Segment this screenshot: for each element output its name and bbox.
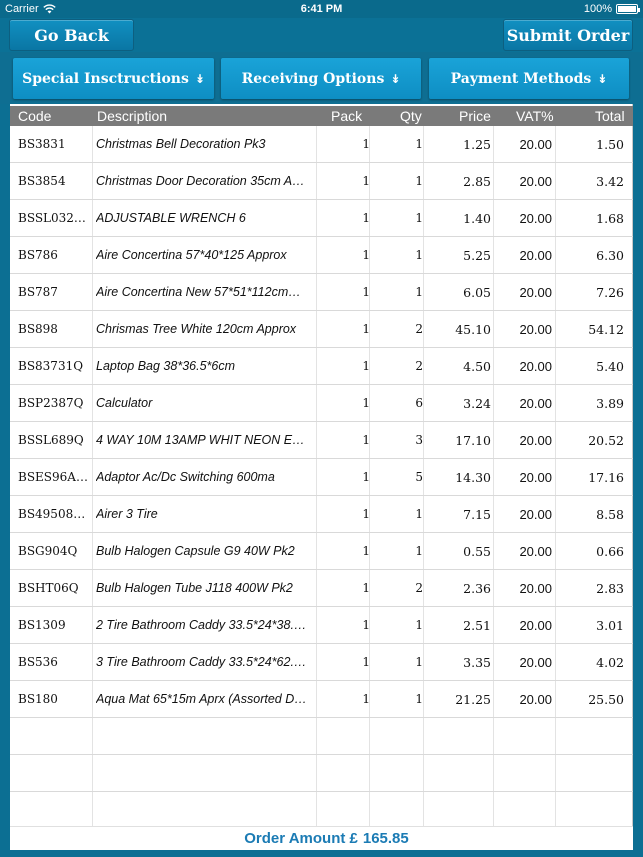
cell-qty: 1 [415,211,423,225]
table-row[interactable] [10,311,633,348]
header-vat: VAT% [516,108,554,124]
cell-vat: 20.00 [519,285,552,300]
cell-code: BS49508… [18,507,86,521]
table-body [10,126,633,829]
cell-pack: 1 [362,248,370,262]
empty-row [10,792,633,829]
cell-desc: Calculator [96,396,153,410]
cell-qty: 1 [415,174,423,188]
cell-pack: 1 [362,174,370,188]
cell-desc: Bulb Halogen Tube J118 400W Pk2 [96,581,293,595]
cell-desc: ADJUSTABLE WRENCH 6 [96,211,246,225]
cell-pack: 1 [362,137,370,151]
order-amount-label: Order Amount £ [244,830,358,847]
cell-code: BS3831 [18,137,66,151]
arrow-down-icon: ↡ [194,71,205,86]
cell-qty: 1 [415,692,423,706]
table-row[interactable] [10,274,633,311]
top-toolbar [0,18,643,52]
cell-desc: 2 Tire Bathroom Caddy 33.5*24*38.… [96,618,307,632]
cell-pack: 1 [362,322,370,336]
cell-price: 21.25 [455,692,491,707]
cell-vat: 20.00 [519,507,552,522]
cell-total: 1.50 [596,137,624,152]
cell-desc: 4 WAY 10M 13AMP WHIT NEON E… [96,433,305,447]
cell-desc: Adaptor Ac/Dc Switching 600ma [96,470,275,484]
cell-qty: 1 [415,137,423,151]
cell-code: BSSL032… [18,211,86,225]
table-row[interactable] [10,681,633,718]
cell-total: 0.66 [596,544,624,559]
cell-vat: 20.00 [519,211,552,226]
cell-qty: 1 [415,618,423,632]
cell-total: 7.26 [596,285,624,300]
cell-qty: 2 [415,322,423,336]
cell-total: 2.83 [596,581,624,596]
cell-vat: 20.00 [519,470,552,485]
table-header [10,106,633,126]
bottom-strip [0,850,643,857]
options-bar [0,52,643,104]
table-row[interactable] [10,644,633,681]
arrow-down-icon: ↡ [390,71,401,86]
cell-desc: 3 Tire Bathroom Caddy 33.5*24*62.… [96,655,307,669]
cell-price: 3.35 [463,655,491,670]
cell-qty: 1 [415,248,423,262]
cell-pack: 1 [362,618,370,632]
cell-total: 5.40 [596,359,624,374]
cell-pack: 1 [362,470,370,484]
table-row[interactable] [10,533,633,570]
cell-pack: 1 [362,581,370,595]
cell-qty: 1 [415,655,423,669]
header-qty: Qty [400,108,422,124]
table-row[interactable] [10,570,633,607]
cell-pack: 1 [362,692,370,706]
cell-qty: 1 [415,285,423,299]
cell-code: BSHT06Q [18,581,79,595]
cell-code: BS83731Q [18,359,84,373]
cell-code: BS898 [18,322,58,336]
table-row[interactable] [10,126,633,163]
cell-price: 1.25 [463,137,491,152]
cell-total: 3.01 [596,618,624,633]
cell-vat: 20.00 [519,618,552,633]
cell-desc: Christmas Bell Decoration Pk3 [96,137,266,151]
cell-code: BS1309 [18,618,66,632]
cell-total: 8.58 [596,507,624,522]
cell-total: 54.12 [588,322,624,337]
cell-total: 6.30 [596,248,624,263]
table-row[interactable] [10,422,633,459]
cell-total: 1.68 [596,211,624,226]
cell-desc: Aqua Mat 65*15m Aprx (Assorted D… [96,692,307,706]
cell-price: 45.10 [455,322,491,337]
header-description: Description [97,108,168,124]
cell-code: BS786 [18,248,58,262]
table-row[interactable] [10,385,633,422]
header-pack: Pack [331,108,363,124]
cell-pack: 1 [362,544,370,558]
cell-qty: 5 [415,470,423,484]
cell-price: 17.10 [455,433,491,448]
cell-price: 0.55 [463,544,491,559]
cell-price: 1.40 [463,211,491,226]
cell-qty: 2 [415,359,423,373]
cell-price: 5.25 [463,248,491,263]
header-total: Total [595,108,625,124]
cell-vat: 20.00 [519,433,552,448]
cell-desc: Airer 3 Tire [96,507,158,521]
table-row[interactable] [10,237,633,274]
cell-vat: 20.00 [519,248,552,263]
table-row[interactable] [10,163,633,200]
table-row[interactable] [10,459,633,496]
cell-pack: 1 [362,285,370,299]
cell-vat: 20.00 [519,396,552,411]
arrow-down-icon: ↡ [597,71,608,86]
go-back-button[interactable]: Go Back [9,19,134,51]
cell-vat: 20.00 [519,322,552,337]
cell-vat: 20.00 [519,137,552,152]
cell-desc: Aire Concertina 57*40*125 Approx [96,248,287,262]
status-bar [0,0,643,18]
battery-icon [616,4,638,14]
cell-desc: Bulb Halogen Capsule G9 40W Pk2 [96,544,295,558]
cell-pack: 1 [362,211,370,225]
cell-code: BS3854 [18,174,66,188]
cell-price: 7.15 [463,507,491,522]
cell-price: 14.30 [455,470,491,485]
cell-qty: 3 [415,433,423,447]
cell-price: 2.51 [463,618,491,633]
cell-vat: 20.00 [519,359,552,374]
payment-methods-label: Payment Methods [450,70,592,87]
battery-percent: 100% [583,3,612,15]
cell-price: 4.50 [463,359,491,374]
table-row[interactable] [10,496,633,533]
cell-qty: 6 [415,396,423,410]
cell-total: 20.52 [588,433,624,448]
cell-code: BSES96A… [18,470,88,484]
cell-total: 17.16 [588,470,624,485]
cell-price: 2.85 [463,174,491,189]
cell-vat: 20.00 [519,692,552,707]
cell-desc: Laptop Bag 38*36.5*6cm [96,359,235,373]
cell-total: 4.02 [596,655,624,670]
cell-price: 2.36 [463,581,491,596]
empty-row [10,755,633,792]
receiving-options-label: Receiving Options [241,70,385,87]
cell-desc: Aire Concertina New 57*51*112cm… [96,285,301,299]
cell-total: 3.42 [596,174,624,189]
cell-price: 3.24 [463,396,491,411]
submit-order-button[interactable]: Submit Order [503,19,633,51]
order-amount [10,826,633,850]
cell-total: 3.89 [596,396,624,411]
cell-qty: 1 [415,507,423,521]
cell-code: BSSL689Q [18,433,84,447]
cell-vat: 20.00 [519,581,552,596]
cell-pack: 1 [362,359,370,373]
cell-vat: 20.00 [519,174,552,189]
cell-code: BS180 [18,692,58,706]
cell-pack: 1 [362,655,370,669]
cell-vat: 20.00 [519,655,552,670]
cell-pack: 1 [362,433,370,447]
cell-qty: 1 [415,544,423,558]
order-table-panel [10,104,633,850]
cell-desc: Chrismas Tree White 120cm Approx [96,322,297,336]
payment-methods-button[interactable] [429,58,629,99]
special-instructions-label: Special Insctructions [22,70,189,87]
order-amount-value: 165.85 [362,830,409,847]
cell-vat: 20.00 [519,544,552,559]
table-row[interactable] [10,607,633,644]
cell-code: BS536 [18,655,58,669]
header-price: Price [459,108,491,124]
cell-desc: Christmas Door Decoration 35cm A… [96,174,305,188]
table-row[interactable] [10,200,633,237]
cell-code: BSP2387Q [18,396,84,410]
cell-code: BS787 [18,285,58,299]
table-row[interactable] [10,348,633,385]
header-code: Code [18,108,52,124]
special-instructions-button[interactable] [13,58,214,99]
clock: 6:41 PM [300,3,343,15]
receiving-options-button[interactable] [221,58,421,99]
cell-code: BSG904Q [18,544,78,558]
empty-row [10,718,633,755]
carrier-label: Carrier [5,3,39,15]
cell-qty: 2 [415,581,423,595]
cell-price: 6.05 [463,285,491,300]
cell-pack: 1 [362,507,370,521]
cell-pack: 1 [362,396,370,410]
battery-indicator [584,3,638,15]
cell-total: 25.50 [588,692,624,707]
